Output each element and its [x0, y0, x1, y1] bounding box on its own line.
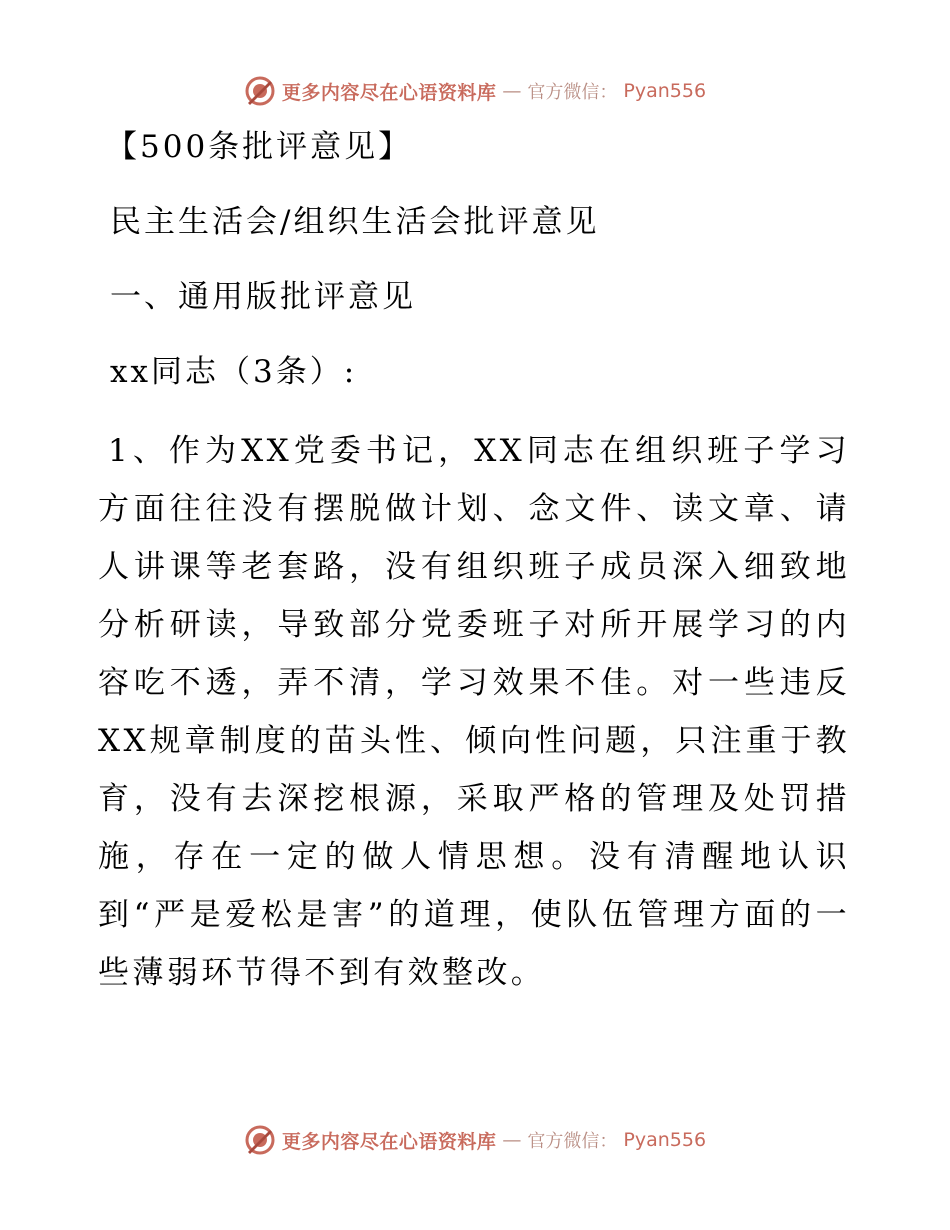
watermark-wechat-label: 官方微信： [527, 82, 618, 103]
watermark-separator: — [502, 1129, 522, 1151]
criticism-paragraph: 1、作为XX党委书记，XX同志在组织班子学习方面往往没有摆脱做计划、念文件、读文章、请人讲课等老套路，没有组织班子成员深入细致地分析研读，导致部分党委班子对所开展学习的内容吃不透，弄不清，学习效果不佳。对一些违反XX规章制度的苗头性、倾向性问题，只注重于教育，没有去深挖根源，采取严格的管理及处罚措施，存在一定的做人情思想。没有清醒地认识到“严是爱松是害”的道理，使队伍管理方面的一些薄弱环节得不到有效整改。 [98, 433, 850, 991]
watermark-group [244, 75, 706, 107]
pen-logo-icon [244, 1124, 276, 1156]
watermark-group [244, 1124, 706, 1156]
watermark-text: 更多内容尽在心语资料库 [281, 81, 497, 104]
document-title: 【500条批评意见】 [106, 129, 413, 165]
document-subtitle: 民主生活会/组织生活会批评意见 [110, 204, 600, 240]
pen-logo-icon [244, 75, 276, 107]
watermark-wechat-label: 官方微信： [527, 1131, 618, 1152]
section-heading: 一、通用版批评意见 [110, 279, 416, 315]
watermark-wechat-id: Pyan556 [623, 80, 707, 102]
document-body [98, 125, 858, 1033]
watermark-wechat-id: Pyan556 [623, 1129, 707, 1151]
watermark-separator: — [502, 80, 522, 102]
footer-watermark [0, 1120, 950, 1160]
header-watermark [0, 71, 950, 111]
person-heading: xx同志（3条）: [110, 354, 358, 390]
watermark-text: 更多内容尽在心语资料库 [281, 1130, 497, 1153]
